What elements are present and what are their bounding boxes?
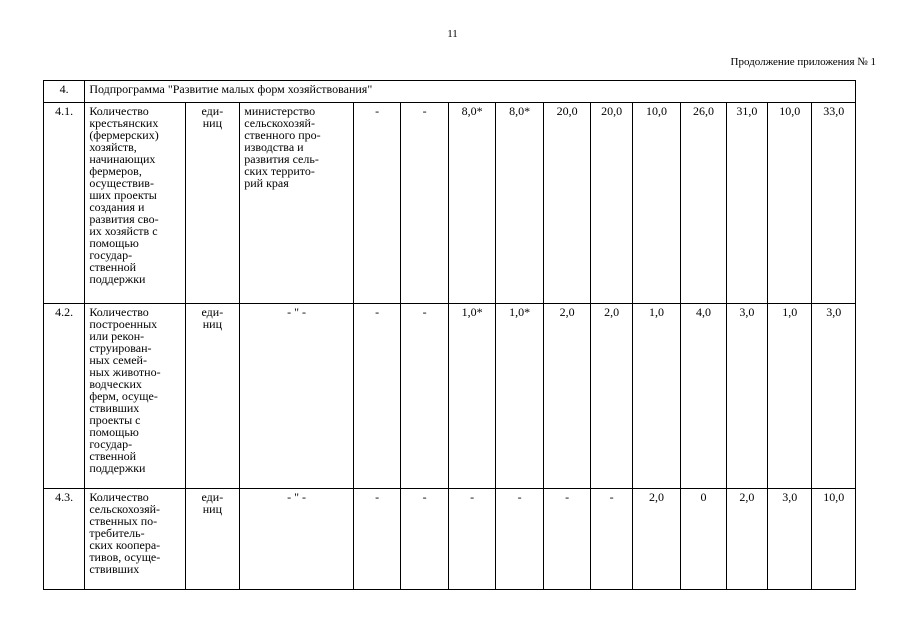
indicator-name-line: ственной (89, 260, 137, 274)
indicator-name-line: их хозяйств с (89, 224, 158, 238)
unit-line: еди- (201, 305, 224, 319)
value-cell: 3,0 (812, 304, 856, 489)
indicator-name-line: ствивших (89, 401, 140, 415)
indicator-name-line: поддержки (89, 272, 146, 286)
table-row (44, 103, 856, 304)
value-cell: 26,0 (681, 103, 726, 304)
indicator-name-line: ствивших (89, 562, 140, 576)
value-cell: - (401, 489, 449, 590)
table-row (44, 489, 856, 590)
unit-cell (185, 103, 240, 304)
indicator-name-line: ших проекты (89, 188, 157, 202)
value-cell: 33,0 (812, 103, 856, 304)
unit-line: ниц (202, 502, 222, 516)
value-cell: - (353, 304, 401, 489)
unit-line: ниц (202, 317, 222, 331)
value-cell: - (543, 489, 591, 590)
value-cell: 1,0* (496, 304, 544, 489)
value-cell: - (401, 103, 449, 304)
executor-line: ских террито- (244, 164, 315, 178)
value-cell: 2,0 (591, 304, 632, 489)
executor-cell (240, 304, 354, 489)
value-cell: - (401, 304, 449, 489)
indicator-name-line: ферм, осуще- (89, 389, 158, 403)
indicator-name-line: государ- (89, 437, 133, 451)
indicator-name-line: построенных (89, 317, 158, 331)
executor-line: - " - (287, 305, 306, 319)
indicator-name-line: ных животно- (89, 365, 161, 379)
executor-line: сельскохозяй- (244, 116, 315, 130)
value-cell: 0 (681, 489, 726, 590)
indicator-name-line: Количество (89, 305, 149, 319)
indicator-name-line: хозяйств, (89, 140, 137, 154)
value-cell: 2,0 (543, 304, 591, 489)
row-number: 4.3. (44, 489, 85, 590)
unit-line: ниц (202, 116, 222, 130)
value-cell: - (448, 489, 496, 590)
value-cell: 10,0 (812, 489, 856, 590)
unit-line: еди- (201, 104, 224, 118)
executor-line: - " - (287, 490, 306, 504)
value-cell: 4,0 (681, 304, 726, 489)
unit-cell (185, 304, 240, 489)
indicator-name-line: ственной (89, 449, 137, 463)
table-row (44, 304, 856, 489)
value-cell: 1,0 (632, 304, 681, 489)
indicator-name-line: проекты с (89, 413, 141, 427)
indicator-name-line: осуществив- (89, 176, 154, 190)
indicator-name-line: ственных по- (89, 514, 158, 528)
value-cell: 2,0 (726, 489, 767, 590)
indicator-name-line: поддержки (89, 461, 146, 475)
value-cell: 3,0 (726, 304, 767, 489)
indicator-name-line: крестьянских (89, 116, 159, 130)
row-number: 4.2. (44, 304, 85, 489)
value-cell: 8,0* (448, 103, 496, 304)
indicator-name-line: водческих (89, 377, 142, 391)
indicator-name-line: Количество (89, 490, 149, 504)
value-cell: - (353, 489, 401, 590)
indicators-table (43, 80, 856, 590)
value-cell: 1,0* (448, 304, 496, 489)
indicator-name (85, 304, 185, 489)
executor-cell (240, 489, 354, 590)
value-cell: 2,0 (632, 489, 681, 590)
row-number: 4.1. (44, 103, 85, 304)
indicator-name (85, 103, 185, 304)
indicator-name-line: Количество (89, 104, 149, 118)
value-cell: 1,0 (768, 304, 812, 489)
value-cell: 8,0* (496, 103, 544, 304)
indicator-name-line: требитель- (89, 526, 145, 540)
indicator-name-line: сельскохозяй- (89, 502, 161, 516)
page-number: 11 (447, 28, 458, 40)
indicator-name-line: создания и (89, 200, 145, 214)
executor-line: рий края (244, 176, 289, 190)
value-cell: 10,0 (632, 103, 681, 304)
indicator-name-line: фермеров, (89, 164, 142, 178)
indicator-name-line: развития сво- (89, 212, 159, 226)
indicator-name-line: или рекон- (89, 329, 145, 343)
indicator-name-line: струирован- (89, 341, 152, 355)
section-header-row (44, 81, 856, 103)
value-cell: - (591, 489, 632, 590)
indicator-name-line: помощью (89, 425, 139, 439)
indicator-name-line: ных семей- (89, 353, 147, 367)
value-cell: 10,0 (768, 103, 812, 304)
value-cell: - (496, 489, 544, 590)
value-cell: - (353, 103, 401, 304)
indicator-name (85, 489, 185, 590)
executor-cell (240, 103, 354, 304)
section-number: 4. (44, 81, 85, 103)
executor-line: развития сель- (244, 152, 319, 166)
indicator-name-line: начинающих (89, 152, 156, 166)
section-title: Подпрограмма "Развитие малых форм хозяйствования" (85, 81, 856, 103)
executor-line: министерство (244, 104, 316, 118)
indicator-name-line: помощью (89, 236, 139, 250)
indicator-name-line: государ- (89, 248, 133, 262)
value-cell: 20,0 (543, 103, 591, 304)
unit-line: еди- (201, 490, 224, 504)
indicator-name-line: (фермерских) (89, 128, 159, 142)
value-cell: 3,0 (768, 489, 812, 590)
value-cell: 20,0 (591, 103, 632, 304)
indicator-name-line: ских коопера- (89, 538, 161, 552)
executor-line: ственного про- (244, 128, 321, 142)
unit-cell (185, 489, 240, 590)
value-cell: 31,0 (726, 103, 767, 304)
continuation-label: Продолжение приложения № 1 (730, 56, 876, 68)
indicator-name-line: тивов, осуще- (89, 550, 161, 564)
executor-line: изводства и (244, 140, 304, 154)
